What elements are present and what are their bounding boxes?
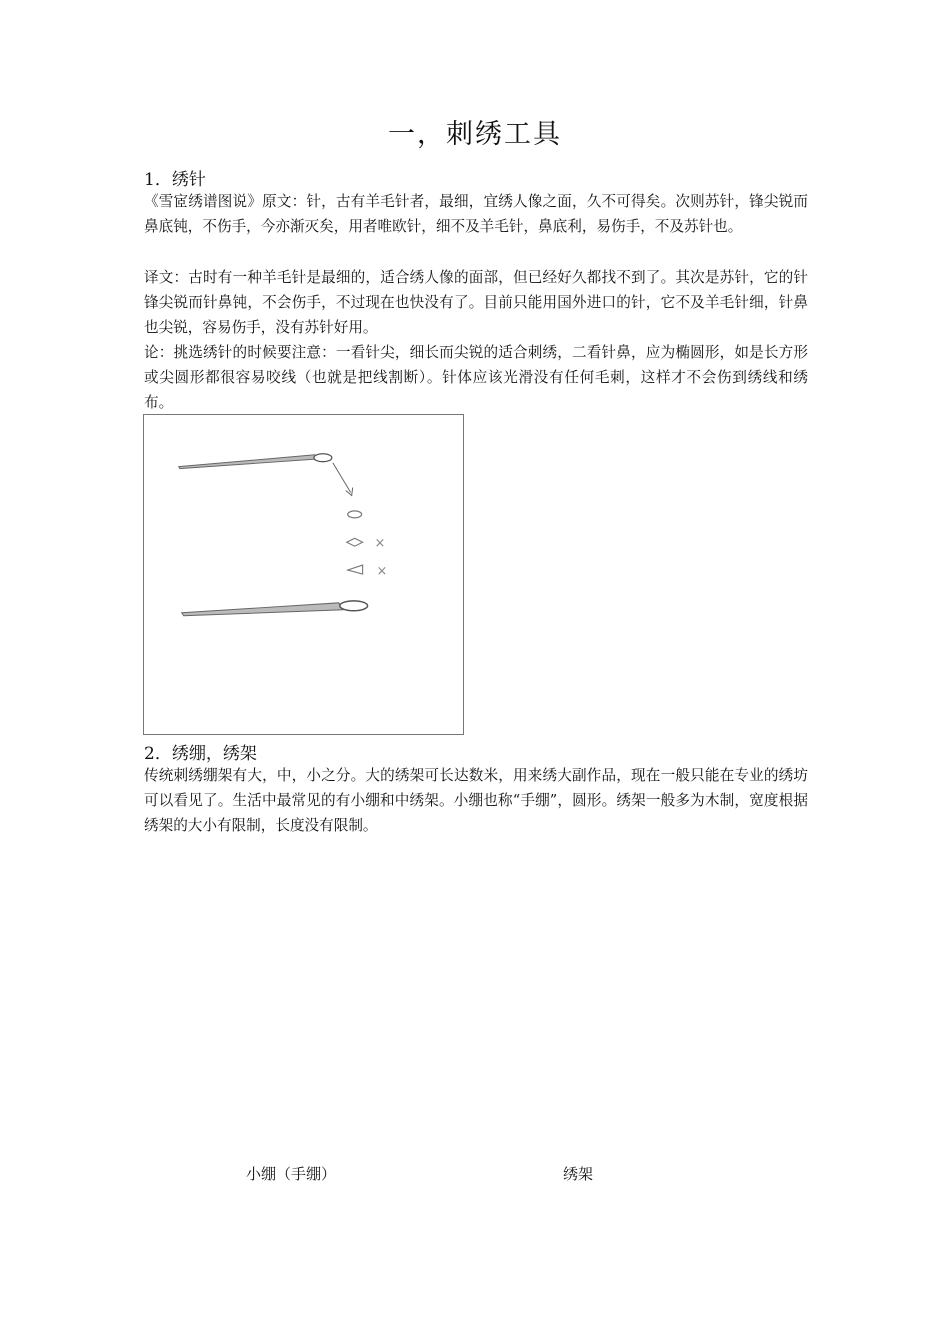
section-heading-needle: 1．绣针	[144, 170, 206, 190]
needle-eye-illustration	[143, 414, 464, 735]
pointed-eye-icon	[347, 538, 363, 546]
arrow-icon	[333, 463, 353, 496]
paragraph-discussion: 论：挑选绣针的时候要注意：一看针尖，细长而尖锐的适合刺绣，二看针鼻，应为椭圆形，如是长方形或尖圆形都很容易咬线（也就是把线割断）。针体应该光滑没有任何毛刺，这样才不会伤到绣线和绣布。	[144, 344, 808, 412]
wrong-mark-1: ×	[374, 536, 386, 552]
caption-hand-hoop: 小绷（手绷）	[246, 1165, 337, 1183]
oval-eye-icon	[348, 511, 362, 518]
section-heading-frame: 2．绣绷，绣架	[144, 744, 257, 764]
page-title: 一，刺绣工具	[388, 119, 562, 150]
caption-embroidery-frame: 绣架	[563, 1165, 594, 1183]
paragraph-original-text: 《雪宧绣谱图说》原文：针，古有羊毛针者，最细，宜绣人像之面，久不可得矣。次则苏针，锋尖锐而鼻底钝，不伤手，今亦渐灭矣，用者唯欧针，细不及羊毛针，鼻底利，易伤手，不及苏针也。	[144, 193, 808, 236]
triangle-eye-icon	[348, 565, 363, 574]
paragraph-translation: 译文：古时有一种羊毛针是最细的，适合绣人像的面部，但已经好久都找不到了。其次是苏针，它的针锋尖锐而针鼻钝，不会伤手，不过现在也快没有了。目前只能用国外进口的针，它不及羊毛针细，针鼻也尖锐，容易伤手，没有苏针好用。	[144, 269, 808, 337]
wrong-mark-2: ×	[376, 563, 388, 579]
paragraph-frames: 传统刺绣绷架有大，中，小之分。大的绣架可长达数米，用来绣大副作品，现在一般只能在专业的绣坊可以看见了。生活中最常见的有小绷和中绣架。小绷也称“手绷”，圆形。绣架一般多为木制，宽度根据绣架的大小有限制，长度没有限制。	[144, 767, 808, 835]
needle-top	[179, 454, 332, 469]
needle-diagram	[144, 415, 463, 734]
needle-bottom	[182, 601, 368, 616]
